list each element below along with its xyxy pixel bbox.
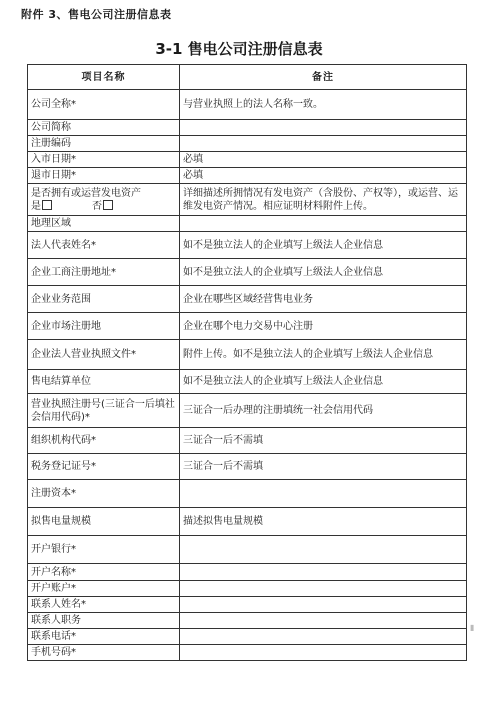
item-name-label: 开户名称*	[31, 566, 76, 578]
remark-cell[interactable]	[180, 564, 467, 581]
item-name-label: 拟售电量规模	[31, 516, 91, 527]
table-row	[28, 184, 467, 216]
item-name-label: 公司简称	[31, 122, 71, 133]
table-row	[28, 232, 467, 259]
remark-cell[interactable]: 三证合一后不需填	[180, 428, 467, 454]
item-name-cell	[28, 428, 180, 454]
item-name-label: 入市日期*	[31, 154, 76, 165]
remark-cell[interactable]: 三证合一后不需填	[180, 454, 467, 480]
table-row	[28, 454, 467, 480]
item-name-cell	[28, 480, 180, 508]
table-row	[28, 564, 467, 581]
table-row	[28, 629, 467, 645]
item-name-cell	[28, 313, 180, 340]
item-name-label: 手机号码*	[31, 647, 76, 658]
remark-cell[interactable]: 企业在哪个电力交易中心注册	[180, 313, 467, 340]
item-name-cell	[28, 259, 180, 286]
table-row	[28, 340, 467, 370]
table-row	[28, 259, 467, 286]
item-name-cell	[28, 340, 180, 370]
yes-label: 是	[31, 200, 41, 212]
item-name-label: 营业执照注册号(三证合一后填社会信用代码)*	[31, 398, 175, 423]
no-checkbox[interactable]	[103, 200, 113, 210]
item-name-label: 联系电话*	[31, 631, 76, 642]
item-name-label: 注册资本*	[31, 488, 76, 499]
item-name-cell	[28, 216, 180, 232]
item-name-label: 税务登记证号*	[31, 461, 96, 472]
remark-cell[interactable]	[180, 597, 467, 613]
attachment-label: 附件 3、售电公司注册信息表	[21, 8, 172, 21]
yes-checkbox[interactable]	[42, 200, 52, 210]
item-name-cell	[28, 184, 180, 216]
registration-info-table	[27, 64, 467, 661]
table-row	[28, 120, 467, 136]
item-name-cell	[28, 536, 180, 564]
item-name-label: 企业法人营业执照文件*	[31, 349, 136, 360]
item-name-cell	[28, 120, 180, 136]
remark-cell[interactable]: 与营业执照上的法人名称一致。	[180, 90, 467, 120]
item-name-label: 法人代表姓名*	[31, 239, 96, 251]
item-name-cell	[28, 286, 180, 313]
table-row	[28, 581, 467, 597]
table-row	[28, 508, 467, 536]
item-name-label: 企业业务范围	[31, 293, 91, 305]
item-name-cell	[28, 152, 180, 168]
item-name-label: 组织机构代码*	[31, 435, 96, 446]
remark-cell[interactable]	[180, 216, 467, 232]
table-header-row	[28, 65, 467, 90]
item-name-label: 开户银行*	[31, 544, 76, 555]
remark-cell[interactable]	[180, 645, 467, 661]
item-name-cell	[28, 136, 180, 152]
remark-cell[interactable]	[180, 629, 467, 645]
asset-checkbox-group	[31, 200, 176, 213]
item-name-cell	[28, 370, 180, 394]
item-name-label: 公司全称*	[31, 99, 76, 110]
item-name-cell	[28, 613, 180, 629]
table-row	[28, 645, 467, 661]
remark-cell[interactable]: 必填	[180, 152, 467, 168]
remark-cell[interactable]	[180, 136, 467, 152]
item-name-cell	[28, 394, 180, 428]
item-name-cell	[28, 232, 180, 259]
table-row	[28, 370, 467, 394]
remark-cell[interactable]: 如不是独立法人的企业填写上级法人企业信息	[180, 232, 467, 259]
table-row	[28, 313, 467, 340]
item-name-cell	[28, 645, 180, 661]
table-body	[28, 90, 467, 661]
no-option[interactable]	[92, 200, 113, 213]
table-row	[28, 286, 467, 313]
remark-cell[interactable]: 企业在哪些区域经营售电业务	[180, 286, 467, 313]
remark-cell[interactable]: 必填	[180, 168, 467, 184]
table-row	[28, 536, 467, 564]
table-row	[28, 480, 467, 508]
remark-cell[interactable]	[180, 613, 467, 629]
yes-option[interactable]	[31, 200, 52, 213]
table-row	[28, 597, 467, 613]
item-name-cell	[28, 168, 180, 184]
item-name-label: 是否拥有或运营发电资产	[31, 187, 141, 199]
document-title: 3-1 售电公司注册信息表	[155, 40, 323, 58]
item-name-cell	[28, 90, 180, 120]
remark-cell[interactable]: 附件上传。如不是独立法人的企业填写上级法人企业信息	[180, 340, 467, 370]
table-row	[28, 168, 467, 184]
item-name-cell	[28, 597, 180, 613]
remark-cell[interactable]	[180, 120, 467, 136]
item-name-label: 注册编码	[31, 138, 71, 149]
header-remark: 备注	[180, 65, 467, 90]
item-name-label: 联系人姓名*	[31, 599, 86, 610]
item-name-cell	[28, 581, 180, 597]
item-name-cell	[28, 508, 180, 536]
item-name-label: 地理区域	[31, 218, 71, 229]
header-item-name: 项目名称	[28, 65, 180, 90]
item-name-cell	[28, 454, 180, 480]
item-name-label: 企业市场注册地	[31, 320, 101, 332]
remark-cell[interactable]: 详细描述所拥情况有发电资产（含股份、产权等），或运营、运维发电资产情况。相应证明材料附件上传。	[180, 184, 467, 216]
item-name-label: 企业工商注册地址*	[31, 266, 116, 278]
remark-cell[interactable]	[180, 536, 467, 564]
table-row	[28, 152, 467, 168]
table-row	[28, 136, 467, 152]
item-name-label: 联系人职务	[31, 615, 81, 626]
table-row	[28, 90, 467, 120]
remark-cell[interactable]	[180, 480, 467, 508]
no-label: 否	[92, 200, 102, 212]
remark-cell[interactable]: 描述拟售电量规模	[180, 508, 467, 536]
item-name-cell	[28, 564, 180, 581]
remark-cell[interactable]	[180, 581, 467, 597]
edge-mark: ▮	[470, 623, 475, 632]
item-name-label: 退市日期*	[31, 170, 76, 181]
table-row	[28, 216, 467, 232]
table-row	[28, 394, 467, 428]
table-row	[28, 613, 467, 629]
remark-cell[interactable]: 如不是独立法人的企业填写上级法人企业信息	[180, 259, 467, 286]
item-name-label: 售电结算单位	[31, 376, 91, 387]
remark-cell[interactable]: 如不是独立法人的企业填写上级法人企业信息	[180, 370, 467, 394]
table-row	[28, 428, 467, 454]
item-name-cell	[28, 629, 180, 645]
item-name-label: 开户账户*	[31, 583, 76, 594]
remark-cell[interactable]: 三证合一后办理的注册填统一社会信用代码	[180, 394, 467, 428]
